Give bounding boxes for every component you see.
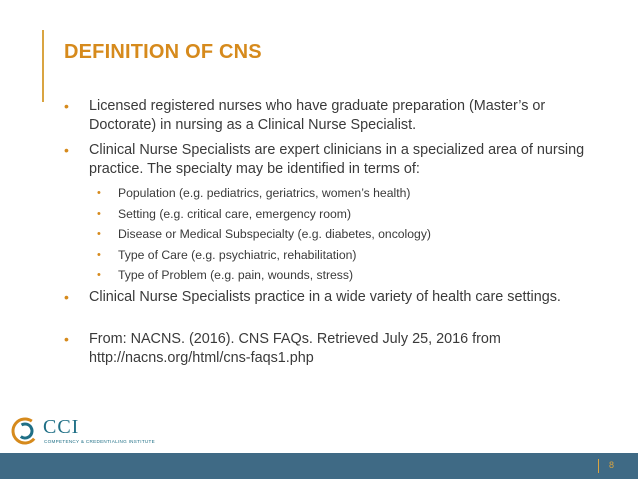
sub-bullet-item — [64, 267, 604, 283]
sub-bullet-list — [64, 185, 604, 283]
sub-bullet-dot-icon: • — [97, 207, 101, 220]
title-accent-rule — [42, 30, 44, 102]
sub-bullet-dot-icon: • — [97, 187, 101, 199]
bullet-item — [64, 97, 604, 135]
bullet-dot-icon: • — [64, 288, 69, 305]
citation-text: From: NACNS. (2016). CNS FAQs. Retrieved July 25, 2016 from http://nacns.org/html/cns-faqs1.php — [89, 330, 501, 366]
footer-divider — [598, 459, 599, 473]
sub-bullet-item — [64, 226, 604, 242]
logo-tagline: COMPETENCY & CREDENTIALING INSTITUTE — [44, 439, 156, 444]
sub-bullet-dot-icon: • — [97, 228, 101, 241]
footer-bar — [0, 453, 638, 479]
bullet-dot-icon: • — [64, 330, 69, 347]
bullet-text: Licensed registered nurses who have graduate preparation (Master’s or Doctorate) in nursing as a Clinical Nurse Specialist. — [89, 98, 546, 133]
sub-bullet-item — [64, 185, 604, 201]
bullet-dot-icon: • — [64, 98, 69, 114]
sub-bullet-dot-icon: • — [97, 248, 101, 261]
sub-bullet-text: Disease or Medical Subspecialty (e.g. diabetes, oncology) — [118, 227, 431, 242]
bullet-item — [64, 330, 604, 368]
cci-swirl-icon — [10, 416, 40, 446]
sub-bullet-text: Setting (e.g. critical care, emergency room) — [118, 206, 352, 221]
bullet-text: Clinical Nurse Specialists practice in a wide variety of health care settings. — [89, 288, 561, 305]
logo-wordmark: CCI — [43, 416, 80, 438]
slide-content — [64, 97, 604, 374]
slide-title: DEFINITION OF CNS — [64, 41, 262, 63]
bullet-item — [64, 141, 604, 179]
bullet-item — [64, 288, 604, 307]
page-number: 8 — [609, 460, 615, 470]
sub-bullet-text: Population (e.g. pediatrics, geriatrics, women’s health) — [118, 186, 411, 200]
sub-bullet-text: Type of Care (e.g. psychiatric, rehabilitation) — [118, 247, 357, 262]
sub-bullet-text: Type of Problem (e.g. pain, wounds, stress) — [118, 268, 354, 283]
bullet-text: Clinical Nurse Specialists are expert clinicians in a specialized area of nursing practice. The specialty may be identified in terms of: — [89, 142, 585, 177]
sub-bullet-item — [64, 247, 604, 263]
sub-bullet-item — [64, 206, 604, 222]
cci-logo — [10, 416, 180, 446]
sub-bullet-dot-icon: • — [97, 269, 101, 282]
bullet-dot-icon: • — [64, 142, 69, 158]
spacer — [64, 313, 604, 330]
